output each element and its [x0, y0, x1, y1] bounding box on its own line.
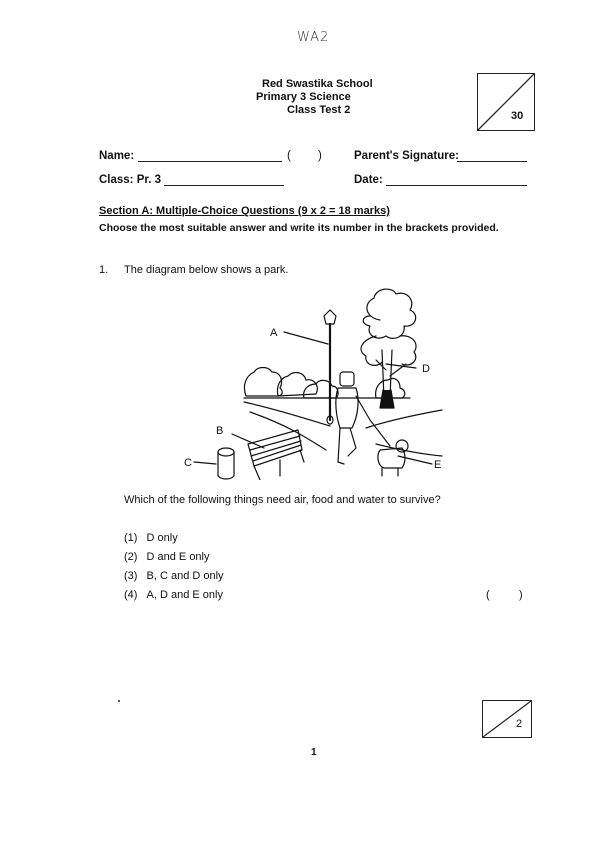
- label-e-line: [398, 456, 432, 464]
- parent-signature-label: Parent's Signature:: [354, 150, 459, 162]
- class-input[interactable]: [164, 185, 284, 186]
- option-number: (3): [124, 570, 138, 582]
- scan-speck: [118, 700, 120, 702]
- question-stem: The diagram below shows a park.: [124, 264, 289, 276]
- tree: [361, 289, 416, 408]
- date-label: Date:: [354, 174, 383, 186]
- option-text: D only: [146, 532, 178, 544]
- label-a-line: [284, 332, 328, 344]
- option-2: [124, 551, 210, 563]
- answer-close-bracket: ): [519, 589, 523, 601]
- option-4: [124, 589, 223, 601]
- figure-label-e: E: [434, 459, 442, 471]
- total-score-box: [477, 73, 535, 131]
- bin: [218, 448, 234, 479]
- option-text: A, D and E only: [146, 589, 223, 601]
- question-score-box: [482, 700, 532, 738]
- option-1: [124, 532, 178, 544]
- school-name: Red Swastika School: [262, 78, 373, 90]
- figure-label-a: A: [270, 327, 278, 339]
- option-number: (4): [124, 589, 138, 601]
- index-open-bracket: (: [287, 150, 291, 162]
- figure-label-d: D: [422, 363, 430, 375]
- lamp-post: [324, 310, 336, 424]
- answer-open-bracket: (: [486, 589, 490, 601]
- section-instruction: Choose the most suitable answer and write its number in the brackets provided.: [99, 222, 499, 234]
- question-score: 2: [516, 718, 523, 730]
- parent-signature-input[interactable]: [457, 161, 527, 162]
- figure-label-c: C: [184, 457, 192, 469]
- park-diagram: [180, 280, 450, 480]
- score-divider: [478, 74, 534, 130]
- option-number: (2): [124, 551, 138, 563]
- score-divider: [483, 701, 531, 737]
- option-text: D and E only: [146, 551, 210, 563]
- label-c-line: [194, 462, 216, 464]
- option-text: B, C and D only: [146, 570, 224, 582]
- index-number-input[interactable]: [292, 150, 316, 164]
- subject-title: Primary 3 Science: [256, 91, 351, 103]
- date-input[interactable]: [386, 185, 527, 186]
- answer-input[interactable]: [494, 588, 518, 602]
- question-prompt: Which of the following things need air, food and water to survive?: [124, 494, 441, 506]
- name-input[interactable]: [138, 161, 282, 162]
- figure-label-b: B: [216, 425, 224, 437]
- bench: [248, 430, 304, 480]
- page-number: 1: [311, 747, 317, 758]
- option-number: (1): [124, 532, 138, 544]
- question-number: 1.: [99, 264, 109, 276]
- test-title: Class Test 2: [287, 104, 351, 116]
- section-title: Section A: Multiple-Choice Questions (9 x 2 = 18 marks): [99, 205, 390, 217]
- name-label: Name:: [99, 150, 135, 162]
- class-label: Class: Pr. 3: [99, 174, 162, 186]
- handwritten-note: WA2: [297, 30, 330, 45]
- index-close-bracket: ): [318, 150, 322, 162]
- option-3: [124, 570, 224, 582]
- total-score: 30: [511, 110, 524, 122]
